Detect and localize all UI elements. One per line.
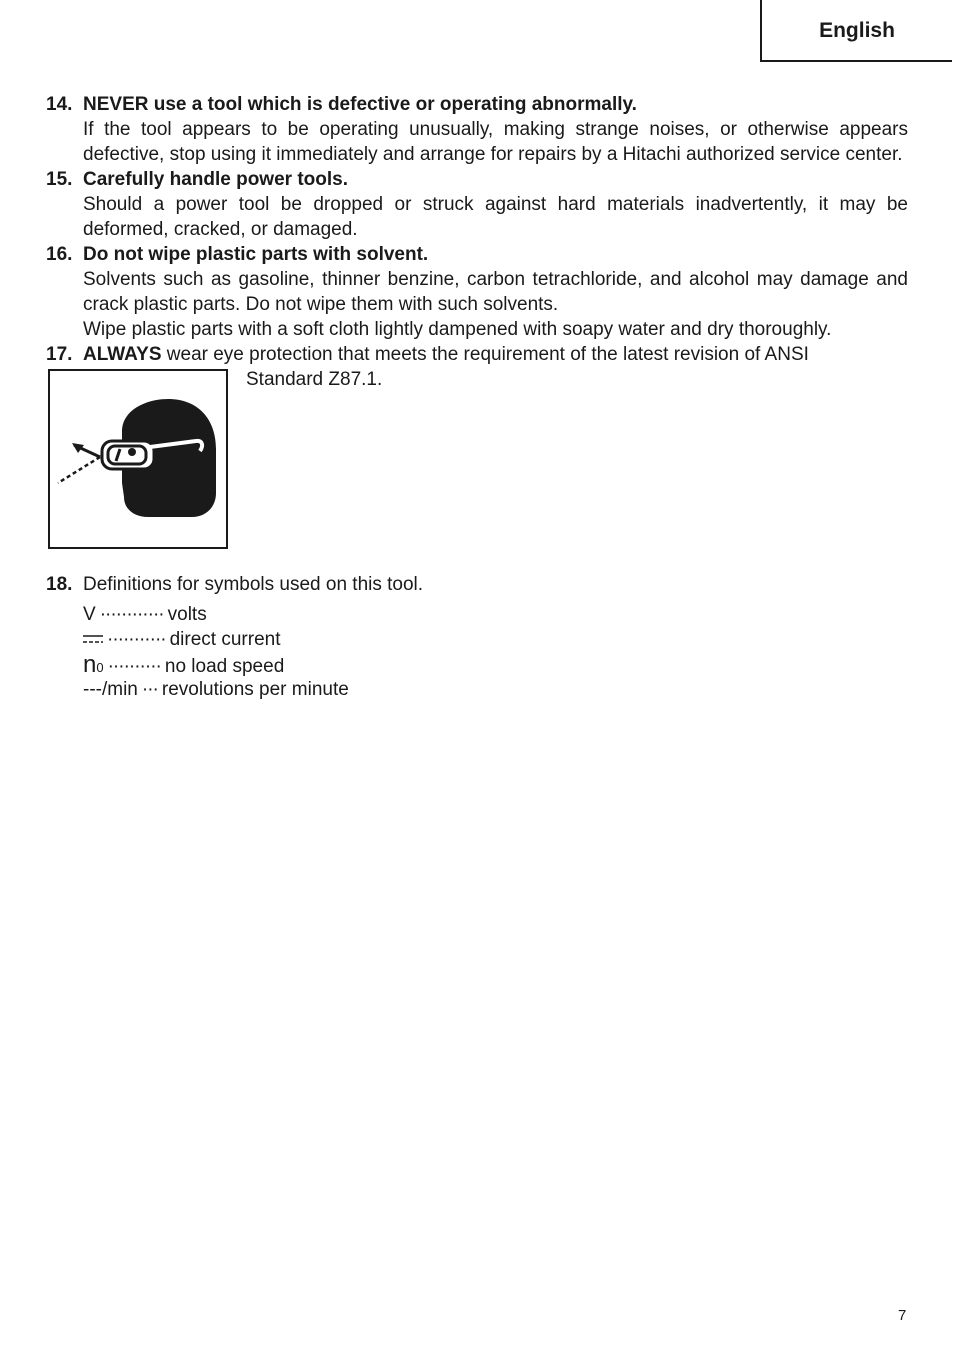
- symbol-row: [83, 627, 908, 652]
- leader-dots: ···: [141, 679, 158, 700]
- standard-reference: Standard Z87.1.: [246, 369, 383, 390]
- item-paragraph: Wipe plastic parts with a soft cloth lightly dampened with soapy water and dry thoroughly.: [83, 319, 832, 340]
- bold-lead: ALWAYS: [83, 344, 162, 365]
- item-text: Definitions for symbols used on this tool.: [83, 574, 424, 595]
- eye-protection-pictogram: [48, 369, 228, 549]
- symbol-meaning: volts: [167, 604, 207, 625]
- direct-current-icon: [83, 634, 103, 644]
- item-number: 15.: [46, 169, 73, 190]
- symbol-meaning: revolutions per minute: [161, 679, 349, 700]
- no-load-speed-symbol: n0: [83, 651, 104, 678]
- symbol-meaning: direct current: [169, 629, 281, 650]
- eye-protection-figure-row: [46, 367, 908, 572]
- instruction-16: [46, 242, 908, 342]
- symbol-row: [83, 677, 908, 702]
- language-label: English: [760, 0, 952, 62]
- item-paragraph: Should a power tool be dropped or struck against hard materials inadvertently, it may be deformed, cracked, or damaged.: [83, 194, 908, 240]
- instruction-17: [46, 342, 908, 367]
- item-heading: Do not wipe plastic parts with solvent.: [83, 244, 429, 265]
- safety-glasses-head-icon: [50, 371, 226, 547]
- instruction-15: [46, 167, 908, 242]
- leader-dots: ···········: [107, 629, 166, 650]
- item-paragraph: If the tool appears to be operating unusually, making strange noises, or otherwise appears defective, stop using it immediately and arrange for repairs by a Hitachi authorized service center.: [83, 119, 908, 165]
- instruction-18: [46, 572, 908, 702]
- symbol-meaning: no load speed: [164, 656, 285, 677]
- item-number: 18.: [46, 574, 73, 595]
- rpm-symbol: ---/min: [83, 679, 138, 700]
- safety-instructions: [46, 92, 908, 702]
- page-number: 7: [898, 1307, 907, 1324]
- symbol-row: [83, 602, 908, 627]
- item-text: wear eye protection that meets the requirement of the latest revision of ANSI: [161, 344, 809, 365]
- symbol-subscript: 0: [96, 660, 104, 675]
- symbol-cell: [83, 627, 103, 652]
- leader-dots: ··········: [107, 656, 161, 677]
- leader-dots: ············: [99, 604, 164, 625]
- item-heading: NEVER use a tool which is defective or operating abnormally.: [83, 94, 637, 115]
- symbol-definitions: [83, 602, 908, 702]
- item-paragraph: Solvents such as gasoline, thinner benzine, carbon tetrachloride, and alcohol may damage and crack plastic parts. Do not wipe them with such solvents.: [83, 269, 908, 315]
- item-number: 14.: [46, 94, 73, 115]
- symbol-row: [83, 652, 908, 677]
- item-number: 17.: [46, 344, 73, 365]
- item-heading: Carefully handle power tools.: [83, 169, 348, 190]
- item-number: 16.: [46, 244, 73, 265]
- volts-symbol: V: [83, 604, 96, 625]
- instruction-14: [46, 92, 908, 167]
